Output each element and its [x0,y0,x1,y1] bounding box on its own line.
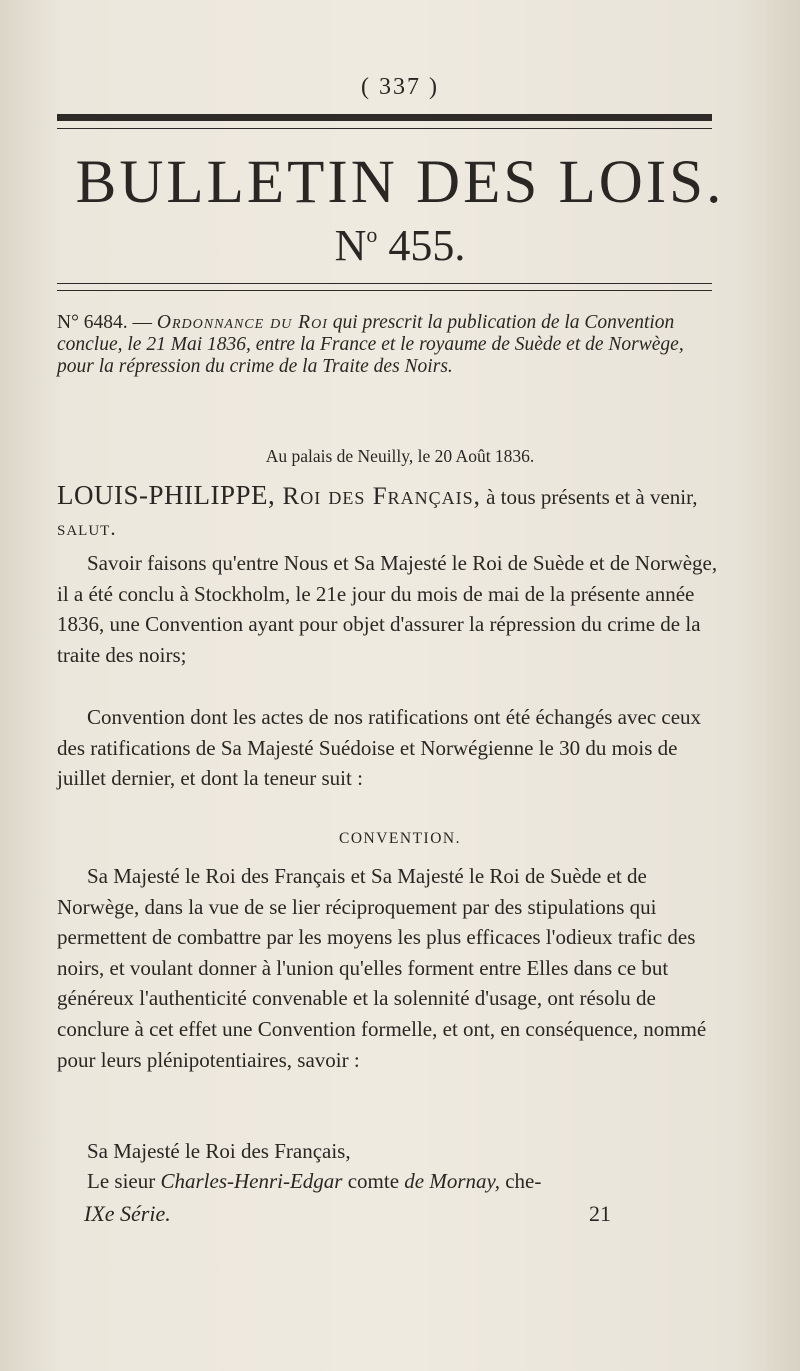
intro-paragraph: LOUIS-PHILIPPE, Roi des Français, à tous présents et à venir, salut. [57,480,698,540]
paragraph-savoir: Savoir faisons qu'entre Nous et Sa Majesté le Roi de Suède et de Norwège, il a été conclu à Stockholm, le 21e jour du mois de mai de la présente année 1836, une Convention ayant pour objet d'assurer la répression du crime de la traite des noirs; [57,551,718,667]
entry-description: qui prescrit la publication de la Convention conclue, le 21 Mai 1836, entre la France et le royaume de Suède et de Norwège, pour la répression du crime de la Traite des Noirs. [57,312,684,377]
header-rule-thin [57,128,712,129]
series-label: IXe Série. [84,1201,171,1226]
paragraph-plenipotentiary: Le sieur Charles-Henri-Edgar comte de Mornay, che- [87,1169,542,1193]
signature-mark: 21 [589,1201,611,1226]
page-footer [84,1201,644,1227]
dateline: Au palais de Neuilly, le 20 Août 1836. [265,446,535,466]
ordonnance-label: Ordonnance du Roi [156,312,328,333]
title-rule-2 [57,290,712,291]
ordinance-entry: N° 6484. — Ordonnance du Roi qui prescrit la publication de la Convention conclue, le 21 Mai 1836, entre la France et le royaume de Suède et de Norwège, pour la répression du crime de la Traite des Noirs. [57,312,684,377]
paragraph-convention-ratification: Convention dont les actes de nos ratifications ont été échangés avec ceux des ratifications de Sa Majesté Suédoise et Norwégienne le 30 du mois de juillet dernier, et dont la teneur suit : [57,705,702,791]
bulletin-number: $N^o$ 455. [334,221,466,270]
entry-number: N° 6484. [57,312,128,333]
bulletin-title: BULLETIN DES LOIS. [75,149,725,216]
paragraph-majestes: Sa Majesté le Roi des Français et Sa Majesté le Roi de Suède et de Norwège, dans la vue de se lier réciproquement par des stipulations qui permettent de combattre par les moyens les plus efficaces l'odieux trafic des noirs, et voulant donner à l'union qu'elles forment entre Elles dans ce but généreux l'authenticité convenable et la solennité d'usage, ont résolu de conclure à cet effet une Convention formelle, et ont, en conséquence, nommé pour leurs plénipotentiaires, savoir : [57,864,707,1072]
title-rule-1 [57,283,712,284]
page-number: ( 337 ) [361,74,439,100]
paragraph-roi-francais: Sa Majesté le Roi des Français, [87,1139,351,1163]
convention-heading: CONVENTION. [339,830,461,847]
header-rule-thick [57,114,712,121]
